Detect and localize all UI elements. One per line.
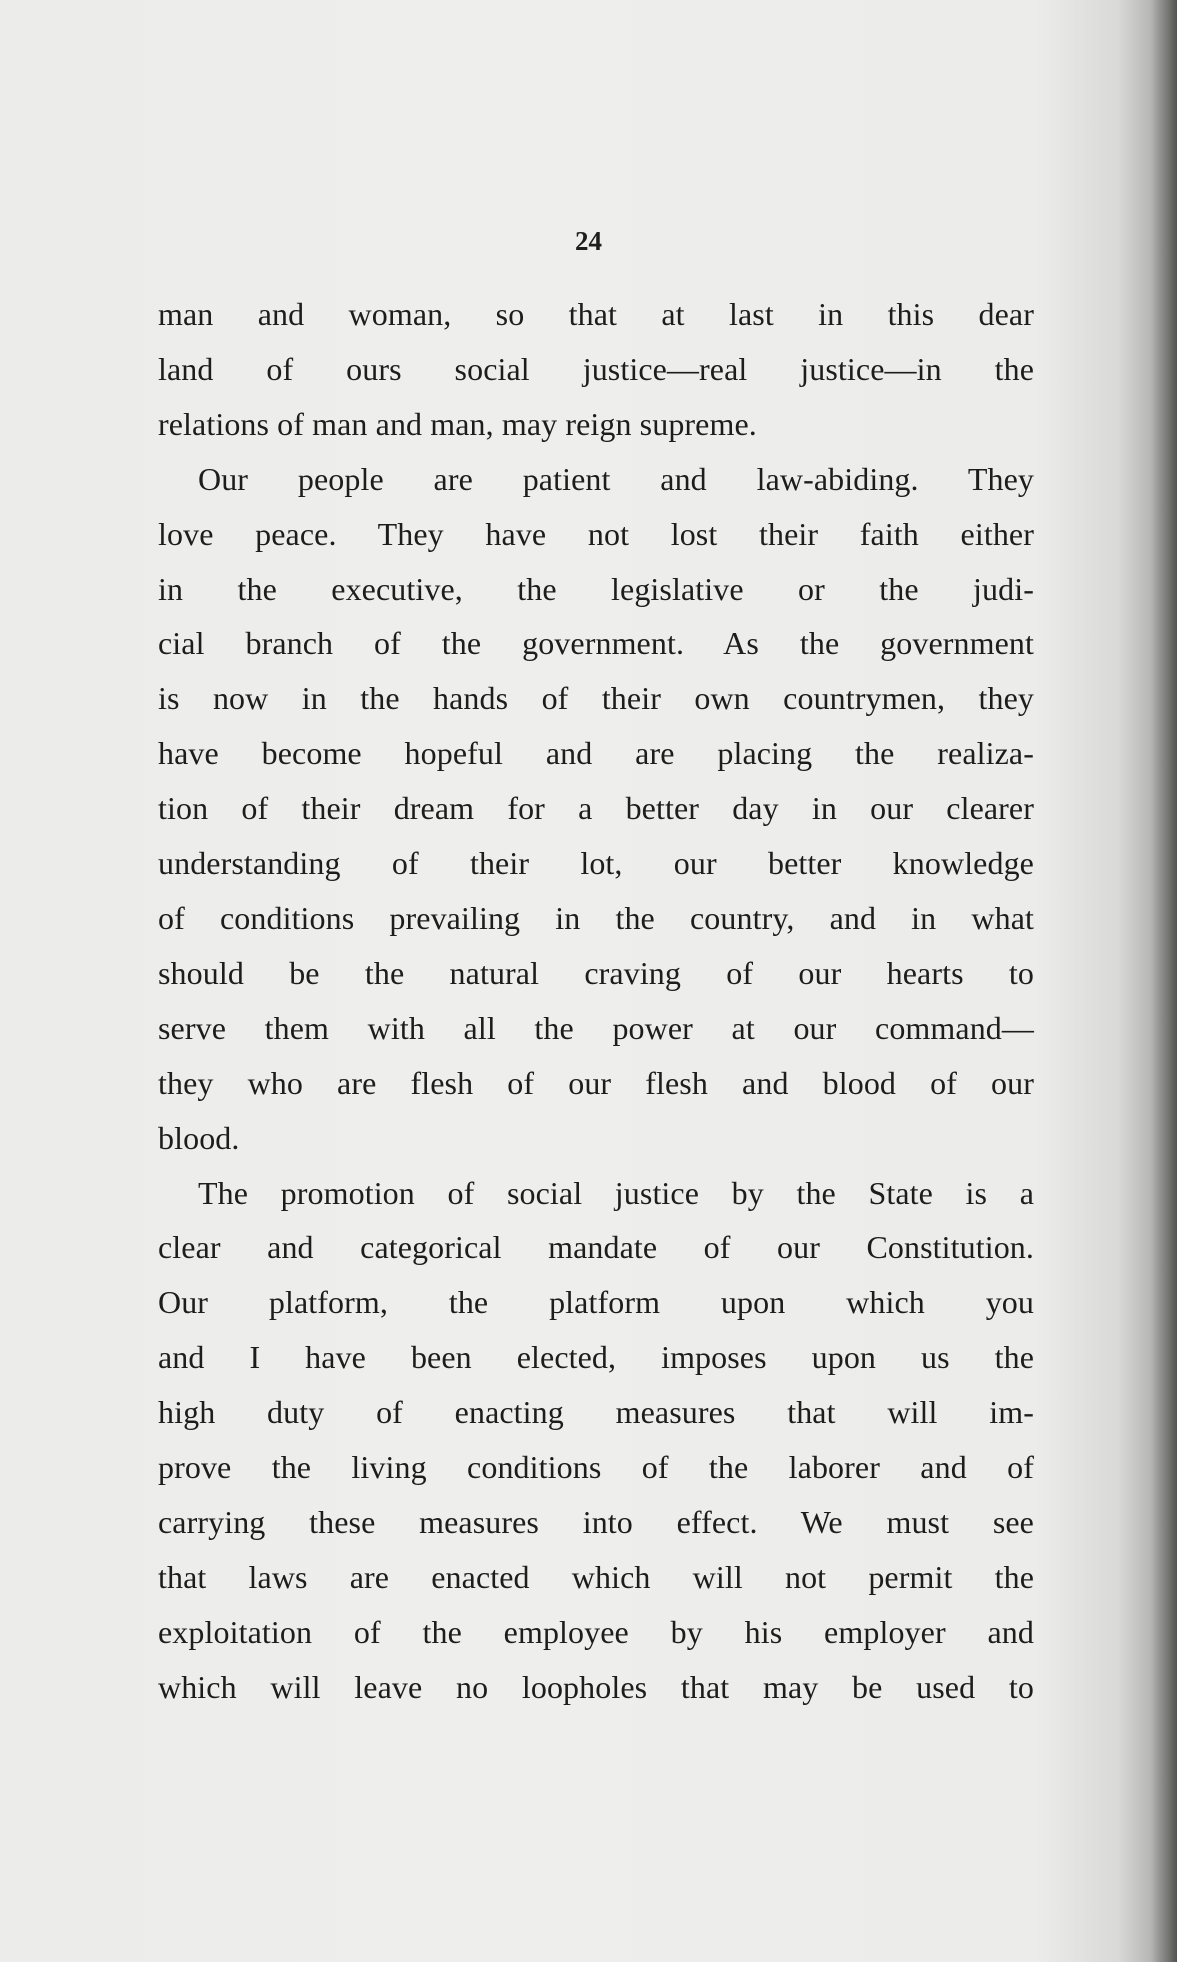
text-line: The promotion of social justice by the State is a	[198, 1174, 1034, 1211]
text-line: relations of man and man, may reign supreme.	[158, 405, 757, 442]
paragraph	[158, 452, 1034, 1166]
paragraph	[158, 287, 1034, 452]
text-line: which will leave no loopholes that may be used to	[158, 1668, 1034, 1705]
text-line: of conditions prevailing in the country, and in what	[158, 899, 1034, 936]
text-line: tion of their dream for a better day in our clearer	[158, 790, 1034, 827]
text-line: man and woman, so that at last in this dear	[158, 296, 1034, 332]
text-line: that laws are enacted which will not permit the	[158, 1558, 1034, 1595]
text-line: Our platform, the platform upon which you	[158, 1284, 1034, 1321]
text-line: blood.	[158, 1119, 240, 1156]
paragraph	[158, 1166, 1034, 1715]
text-line: in the executive, the legislative or the judi-	[158, 570, 1034, 607]
body-text	[158, 287, 1034, 1715]
text-line: should be the natural craving of our hearts to	[158, 954, 1034, 991]
text-line: Our people are patient and law-abiding. They	[198, 460, 1034, 497]
text-line: have become hopeful and are placing the realiza-	[158, 735, 1034, 772]
text-line: love peace. They have not lost their faith either	[158, 515, 1034, 552]
text-line: cial branch of the government. As the government	[158, 625, 1034, 662]
text-line: understanding of their lot, our better knowledge	[158, 845, 1034, 882]
page-number: 24	[575, 226, 602, 256]
text-line: they who are flesh of our flesh and blood of our	[158, 1064, 1034, 1101]
text-line: exploitation of the employee by his employer and	[158, 1613, 1034, 1650]
page-edge-shadow	[1151, 0, 1177, 1962]
text-line: prove the living conditions of the laborer and of	[158, 1449, 1034, 1486]
text-line: is now in the hands of their own countrymen, they	[158, 680, 1034, 717]
text-line: land of ours social justice—real justice—in the	[158, 350, 1034, 387]
text-line: carrying these measures into effect. We must see	[158, 1503, 1034, 1540]
text-line: high duty of enacting measures that will im-	[158, 1394, 1034, 1431]
text-line: clear and categorical mandate of our Constitution.	[158, 1229, 1034, 1266]
text-line: and I have been elected, imposes upon us the	[158, 1339, 1034, 1376]
text-line: serve them with all the power at our command—	[158, 1009, 1034, 1046]
